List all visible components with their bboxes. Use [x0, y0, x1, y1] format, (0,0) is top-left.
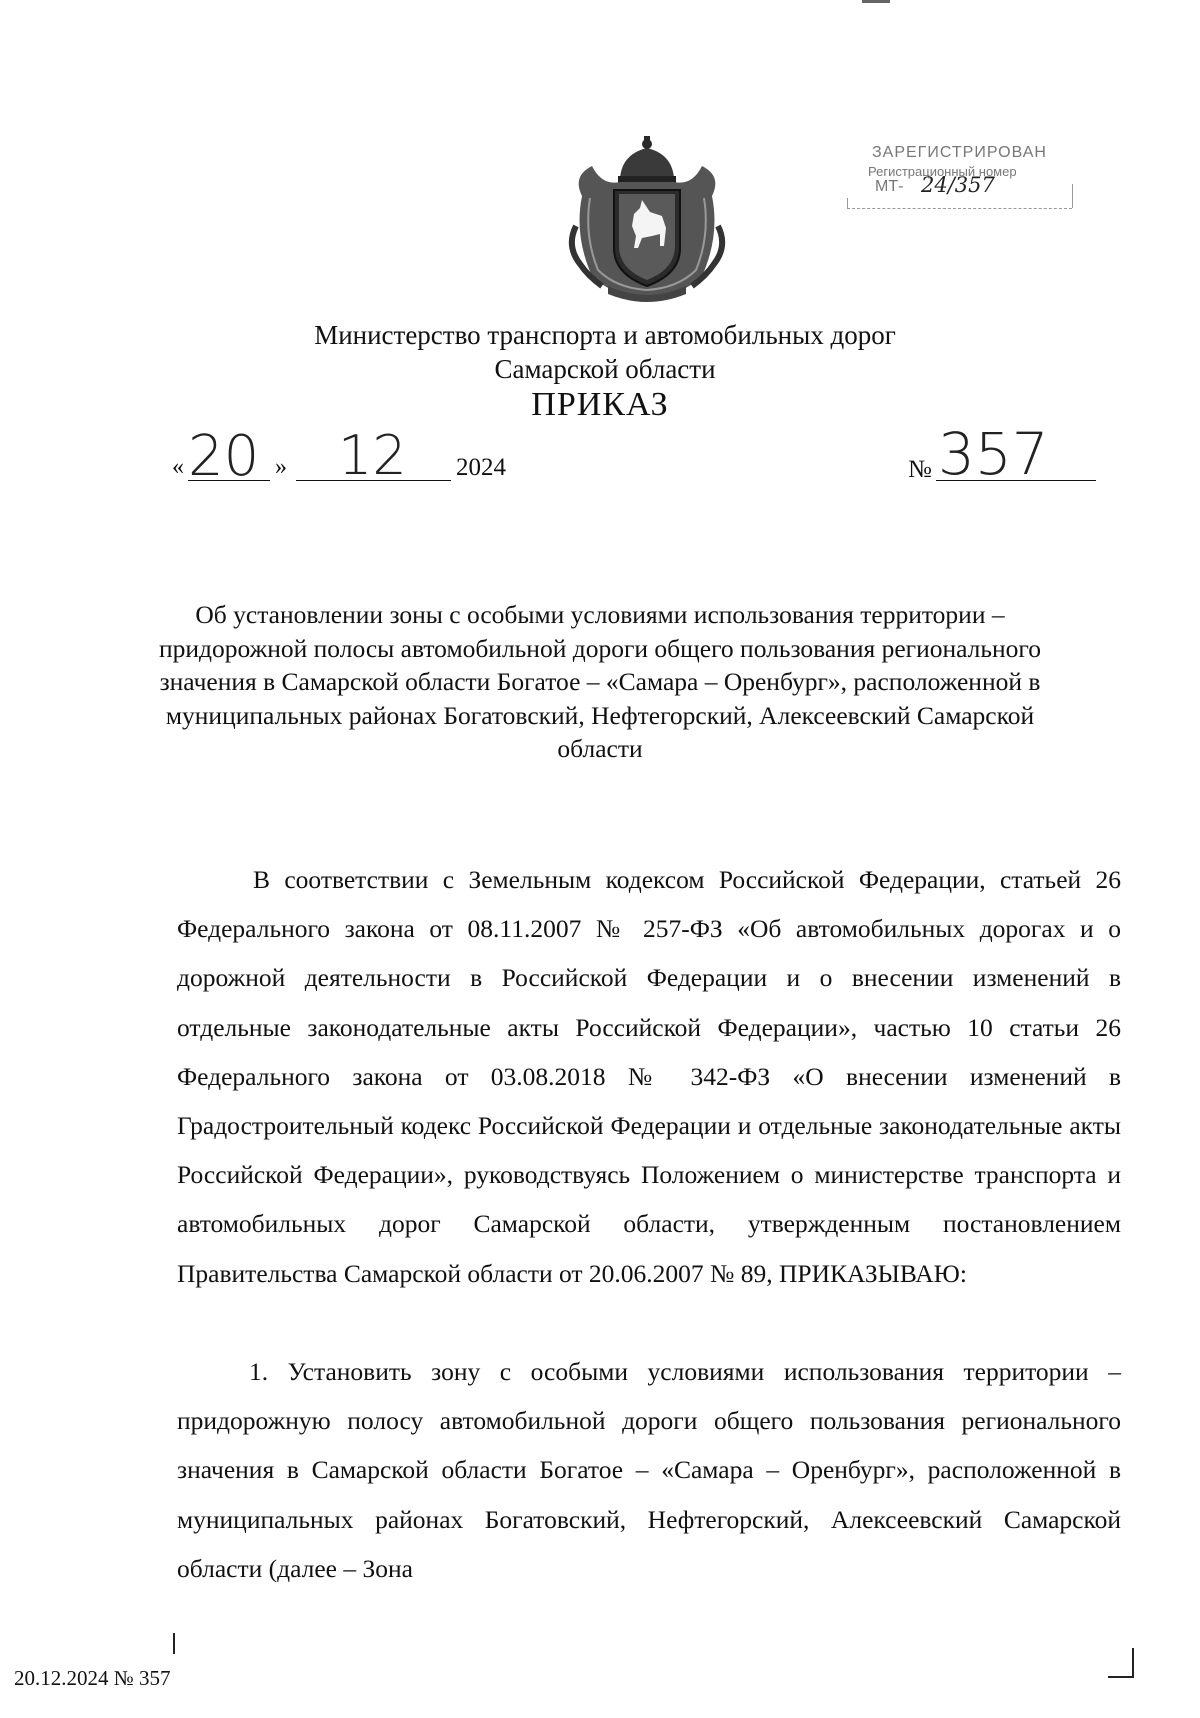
date-open-quote: «	[172, 454, 184, 480]
date-month-underline	[296, 480, 451, 481]
coat-of-arms-emblem	[562, 136, 732, 306]
order-number-sign: №	[908, 456, 932, 483]
date-month-handwritten: 12	[338, 424, 407, 487]
date-year: 2024	[456, 454, 506, 481]
scan-mark-top	[862, 0, 890, 3]
ministry-name-line2: Самарской области	[494, 354, 716, 384]
date-day-handwritten: 20	[188, 424, 260, 489]
corner-mark-vertical	[1132, 1648, 1134, 1676]
stamp-line-registration-number: Регистрационный номер	[868, 164, 1017, 179]
body-paragraph-1-text: В соответствии с Земельным кодексом Российской Федерации, статьей 26 Федерального закона от 08.11.2007 № 257-ФЗ «Об автомобильных дорогах и о дорожной деятельности в Российской Федерации и о внесении изменений в отдельные законодательные акты Российской Федерации», частью 10 статьи 26 Федерального закона от 03.08.2018 № 342-ФЗ «О внесении изменений в Градостроительный кодекс Российской Федерации и отдельные законодательные акты Российской Федерации», руководствуясь Положением о министерстве транспорта и автомобильных дорог Самарской области, утвержденным постановлением Правительства Самарской области от 20.06.2007 № 89, ПРИКАЗЫВАЮ:	[177, 865, 1121, 1288]
stamp-prefix: МТ-	[875, 178, 904, 195]
footer-date-number: 20.12.2024 № 357	[14, 1666, 171, 1690]
order-heading: Об установлении зоны с особыми условиями использования территории – придорожной полосы автомобильной дороги общего пользования регионального значения в Самарской области Богатое – «Самара – Оренбург», расположенной в муниципальных районах Богатовский, Нефтегорский, Алексеевский Самарской области	[158, 600, 1042, 763]
date-close-quote: »	[275, 454, 287, 480]
stamp-bracket-left	[847, 198, 848, 208]
stamp-handwritten-number: 24/357	[921, 173, 995, 197]
body-paragraph-1	[177, 855, 1121, 1298]
order-title: ПРИКАЗ	[531, 386, 669, 423]
footer-tick-mark	[173, 1633, 175, 1654]
stamp-bracket-right	[1072, 184, 1073, 208]
registration-stamp	[845, 140, 1075, 220]
ministry-name-line1: Министерство транспорта и автомобильных дорог	[314, 320, 896, 350]
order-number-handwritten: 357	[938, 420, 1049, 488]
body-paragraph-2-text: 1. Установить зону с особыми условиями использования территории – придорожную полосу автомобильной дороги общего пользования регионального значения в Самарской области Богатое – «Самара – Оренбург», расположенной в муниципальных районах Богатовский, Нефтегорский, Алексеевский Самарской области (далее – Зона	[177, 1357, 1121, 1583]
body-paragraph-2	[177, 1347, 1121, 1593]
order-number-underline	[936, 480, 1096, 481]
corner-mark-horizontal	[1108, 1676, 1134, 1678]
stamp-bracket-bottom	[847, 208, 1072, 209]
stamp-line-registered: ЗАРЕГИСТРИРОВАН	[872, 144, 1047, 161]
date-number-row	[168, 420, 1118, 490]
date-day-underline	[188, 480, 270, 481]
